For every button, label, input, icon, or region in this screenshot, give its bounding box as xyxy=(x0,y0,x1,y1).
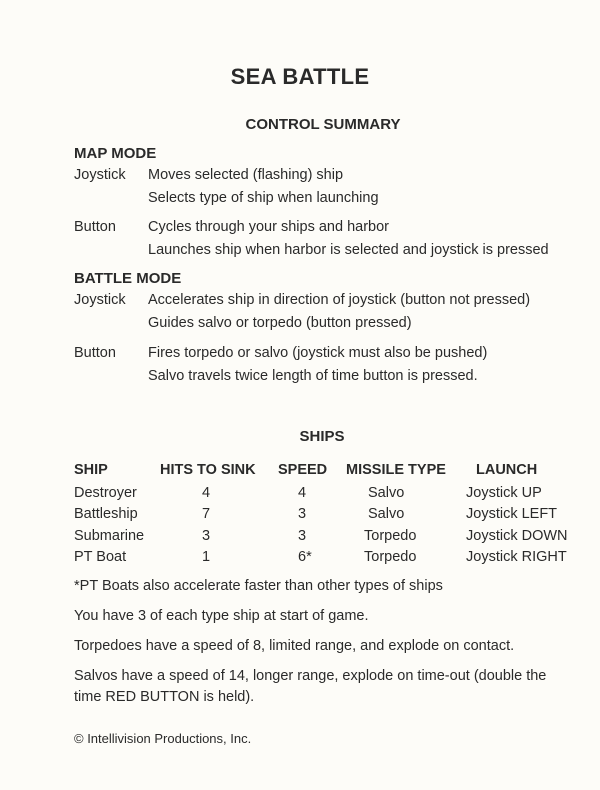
table-cell: Salvo xyxy=(368,506,405,523)
description-line: Fires torpedo or salvo (joystick must also be pushed) xyxy=(148,345,488,361)
table-cell: 4 xyxy=(202,484,211,501)
battle-mode-heading: BATTLE MODE xyxy=(74,270,182,287)
column-header: SPEED xyxy=(278,462,328,478)
table-cell: PT Boat xyxy=(74,549,127,566)
battle-joystick-description xyxy=(148,289,530,335)
table-cell: 6* xyxy=(298,549,312,566)
description-line: Launches ship when harbor is selected and joystick is pressed xyxy=(148,242,549,258)
note-paragraph: You have 3 of each type ship at start of game. xyxy=(74,608,369,624)
note-paragraph: Salvos have a speed of 14, longer range, explode on time-out (double the time RED BUTTON is held). xyxy=(74,668,547,705)
table-cell: 3 xyxy=(202,527,211,544)
column-header: MISSILE TYPE xyxy=(346,462,446,478)
map-button-description xyxy=(148,216,549,262)
section-title-control-summary: CONTROL SUMMARY xyxy=(245,116,401,133)
map-mode-heading: MAP MODE xyxy=(74,145,157,162)
description-line: Guides salvo or torpedo (button pressed) xyxy=(148,315,412,331)
table-cell: Torpedo xyxy=(364,527,417,544)
column-header: HITS TO SINK xyxy=(160,462,256,478)
table-cell: Submarine xyxy=(74,527,145,544)
description-line: Accelerates ship in direction of joystick (button not pressed) xyxy=(148,292,531,308)
description-line: Selects type of ship when launching xyxy=(148,190,379,206)
description-line: Salvo travels twice length of time button is pressed. xyxy=(148,368,478,384)
table-cell: 3 xyxy=(298,506,307,523)
table-cell: Salvo xyxy=(368,484,405,501)
battle-button-label: Button xyxy=(74,345,116,361)
table-header-row xyxy=(74,458,586,482)
table-cell: Joystick UP xyxy=(466,484,542,501)
table-cell: 3 xyxy=(298,527,307,544)
table-row xyxy=(74,482,586,504)
ships-table xyxy=(74,458,586,568)
copyright: © Intellivision Productions, Inc. xyxy=(74,731,252,746)
table-cell: 7 xyxy=(202,506,211,523)
note-paragraph: Torpedoes have a speed of 8, limited range, and explode on contact. xyxy=(74,638,515,654)
table-cell: Destroyer xyxy=(74,484,137,501)
table-cell: Joystick LEFT xyxy=(466,506,558,523)
table-cell: Torpedo xyxy=(364,549,417,566)
battle-button-description xyxy=(148,342,487,388)
table-cell: 1 xyxy=(202,549,211,566)
ships-heading: SHIPS xyxy=(299,428,345,445)
column-header: LAUNCH xyxy=(476,462,538,478)
description-line: Moves selected (flashing) ship xyxy=(148,167,344,183)
table-row xyxy=(74,504,586,526)
description-line: Cycles through your ships and harbor xyxy=(148,219,389,235)
table-row xyxy=(74,525,586,547)
page-title: SEA BATTLE xyxy=(230,64,370,89)
column-header: SHIP xyxy=(74,462,108,478)
table-cell: Joystick RIGHT xyxy=(466,549,567,566)
map-joystick-label: Joystick xyxy=(74,167,126,183)
table-cell: Battleship xyxy=(74,506,138,523)
footnote: *PT Boats also accelerate faster than other types of ships xyxy=(74,578,443,594)
map-joystick-description xyxy=(148,164,379,210)
battle-joystick-label: Joystick xyxy=(74,292,126,308)
table-row xyxy=(74,547,586,569)
table-cell: Joystick DOWN xyxy=(466,527,568,544)
table-cell: 4 xyxy=(298,484,307,501)
map-button-label: Button xyxy=(74,219,116,235)
